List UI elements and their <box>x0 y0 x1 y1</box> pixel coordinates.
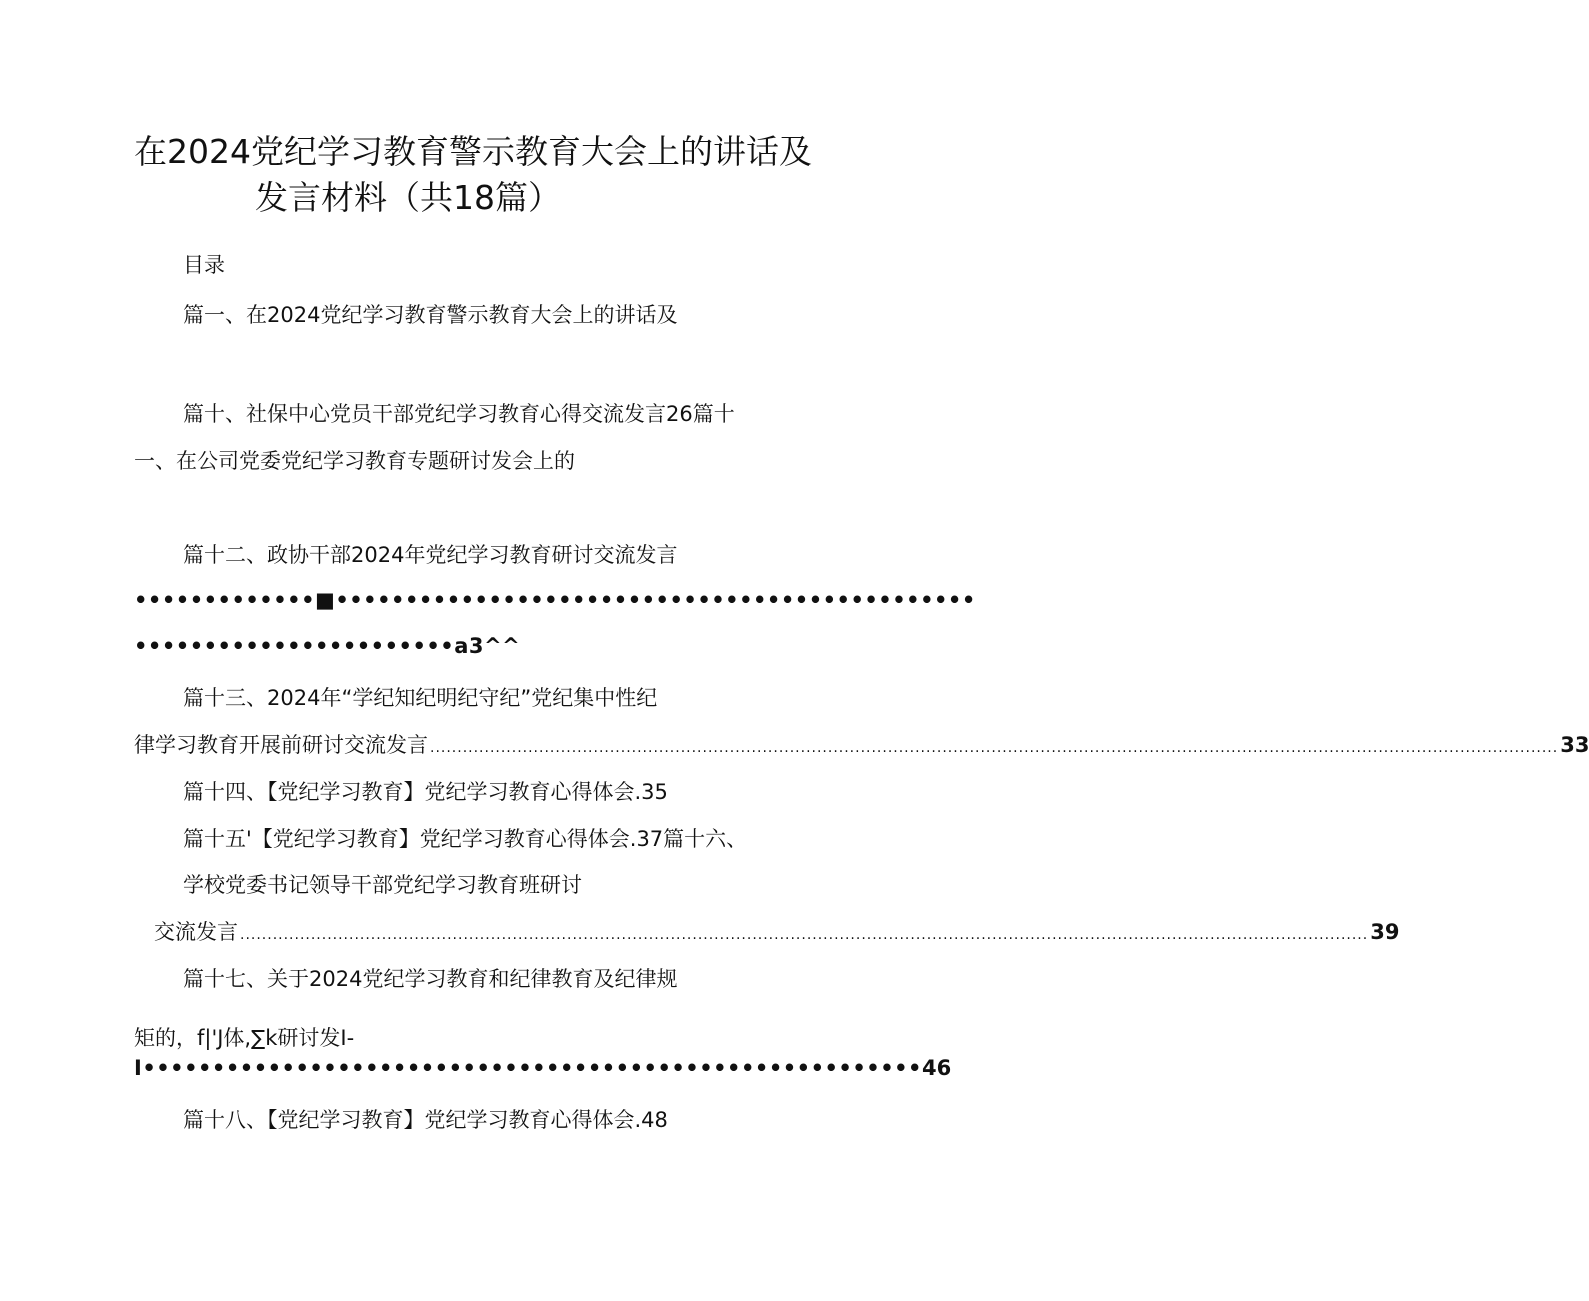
toc-entry-14: 篇十四、【党纪学习教育】党纪学习教育心得体会.35 <box>183 780 668 804</box>
toc-heading: 目录 <box>183 253 225 277</box>
toc-entry-16-text: 交流发言 <box>154 920 238 944</box>
toc-entry-13: 篇十三、2024年“学纪知纪明纪守纪”党纪集中性纪 <box>183 686 658 710</box>
document-title-line2: 发言材料（共18篇） <box>255 178 561 217</box>
toc-entry-17-cont: 矩的，f|'J体,∑k研讨发I- <box>134 1026 355 1050</box>
toc-entry-17: 篇十七、关于2024党纪学习教育和纪律教育及纪律规 <box>183 967 678 991</box>
toc-entry-13-cont <box>134 729 1589 759</box>
toc-page-number: 33 <box>1560 733 1589 757</box>
toc-entry-15: 篇十五'【党纪学习教育】党纪学习教育心得体会.37篇十六、 <box>183 827 748 851</box>
toc-entry-10: 篇十、社保中心党员干部党纪学习教育心得交流发言26篇十 <box>183 402 735 426</box>
document-title-line1: 在2024党纪学习教育警示教育大会上的讲话及 <box>134 132 812 171</box>
toc-leader-dots-12a: •••••••••••••■•••••••••••••••••••••••••••••••••••••••••••••• <box>134 588 976 612</box>
toc-page-number: 46 <box>921 1056 952 1080</box>
toc-entry-13-text: 律学习教育开展前研讨交流发言 <box>134 733 428 757</box>
toc-leader-dots-12b: •••••••••••••••••••••••a3^^ <box>134 634 521 658</box>
toc-leader-dots <box>430 740 1558 756</box>
toc-page-number: 39 <box>1370 920 1400 944</box>
toc-entry-12: 篇十二、政协干部2024年党纪学习教育研讨交流发言 <box>183 543 678 567</box>
toc-entry-16: 学校党委书记领导干部党纪学习教育班研讨 <box>183 873 582 897</box>
toc-entry-11: 一、在公司党委党纪学习教育专题研讨发会上的 <box>134 449 575 473</box>
toc-entry-18: 篇十八、【党纪学习教育】党纪学习教育心得体会.48 <box>183 1108 668 1132</box>
toc-leader-dots: I•••••••••••••••••••••••••••••••••••••••••••••••••••••••• <box>134 1056 922 1080</box>
toc-entry-16-cont <box>154 916 1400 946</box>
toc-entry-17-leader <box>134 1056 952 1080</box>
toc-entry-1: 篇一、在2024党纪学习教育警示教育大会上的讲话及 <box>183 303 678 327</box>
toc-leader-dots <box>240 927 1368 943</box>
